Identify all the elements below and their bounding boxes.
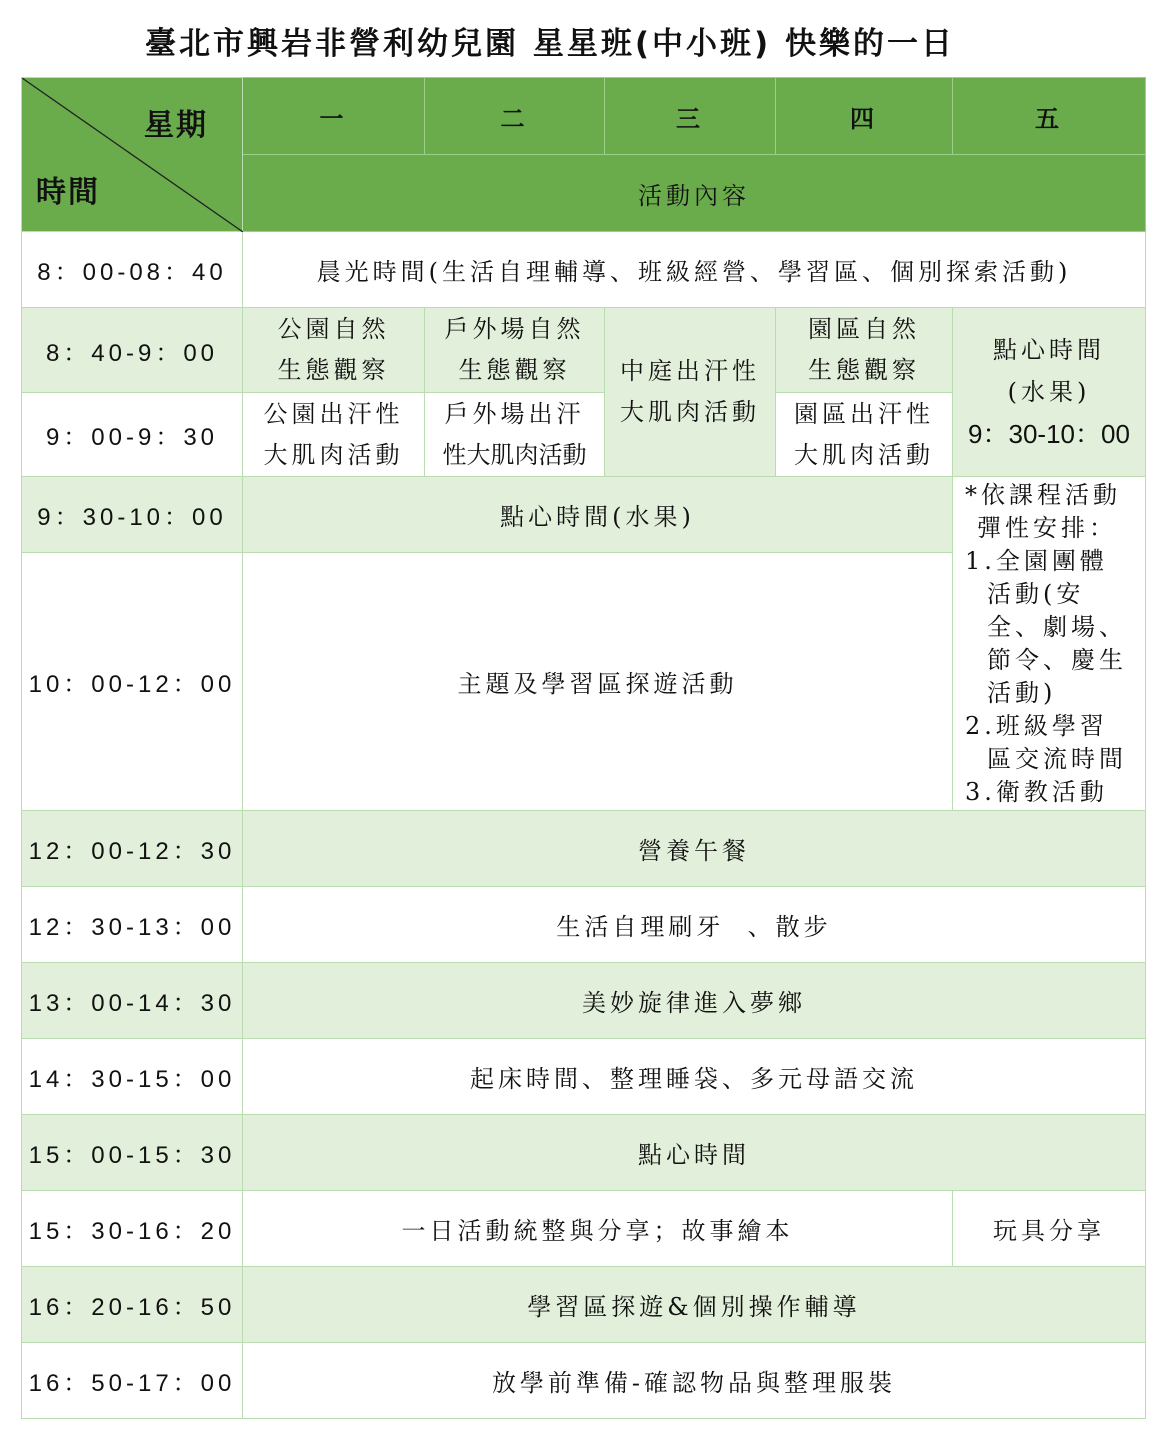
activity-cell: 學習區探遊&個別操作輔導 xyxy=(243,1267,1146,1343)
activity-cell: 營養午餐 xyxy=(243,811,1146,887)
cell-line: 戶外場自然 xyxy=(444,315,585,343)
day-header-fri: 五 xyxy=(953,78,1146,155)
activity-cell-tue xyxy=(425,393,605,477)
time-cell: 8：00-08：40 xyxy=(22,232,243,308)
time-cell: 8：40-9：00 xyxy=(22,308,243,393)
time-cell: 13：00-14：30 xyxy=(22,963,243,1039)
activity-cell: 點心時間 xyxy=(243,1115,1146,1191)
activity-cell-mon xyxy=(243,308,425,393)
note-line: 1.全園團體 xyxy=(965,547,1108,575)
schedule-table xyxy=(21,77,1146,1419)
cell-line: 生態觀察 xyxy=(808,356,920,384)
table-row xyxy=(22,308,1146,393)
note-line: 2.班級學習 xyxy=(965,712,1108,740)
activity-header: 活動內容 xyxy=(243,155,1146,232)
note-line: 活動(安 xyxy=(987,580,1085,608)
table-row xyxy=(22,1115,1146,1191)
cell-line: 公園出汗性 xyxy=(263,399,404,428)
day-header-tue: 二 xyxy=(425,78,605,155)
cell-line: 點心時間 xyxy=(993,336,1105,364)
cell-line: 公園自然 xyxy=(277,315,390,343)
flexible-arrangement-note xyxy=(953,477,1146,811)
table-row xyxy=(22,1191,1146,1267)
note-line: 節令、慶生 xyxy=(987,646,1127,674)
day-header-mon: 一 xyxy=(243,78,425,155)
cell-line: 大肌肉活動 xyxy=(620,398,760,426)
activity-cell-tue xyxy=(425,308,605,393)
header-corner-cell xyxy=(22,78,243,232)
activity-cell-wed xyxy=(605,308,776,477)
activity-cell: 放學前準備-確認物品與整理服裝 xyxy=(243,1343,1146,1419)
table-row xyxy=(22,1039,1146,1115)
note-line: 3.衛教活動 xyxy=(965,778,1108,806)
activity-cell: 晨光時間(生活自理輔導、班級經營、學習區、個別探索活動) xyxy=(243,232,1146,308)
activity-cell-mon xyxy=(243,393,425,477)
note-line: 彈性安排： xyxy=(977,514,1117,542)
cell-line: 園區出汗性 xyxy=(794,399,934,428)
time-cell: 15：30-16：20 xyxy=(22,1191,243,1267)
time-header-label: 時間 xyxy=(36,175,100,210)
cell-line: 大肌肉活動 xyxy=(794,440,934,469)
table-row xyxy=(22,887,1146,963)
time-cell: 9：00-9：30 xyxy=(22,393,243,477)
time-cell: 16：20-16：50 xyxy=(22,1267,243,1343)
weekday-header-label: 星期 xyxy=(144,108,208,143)
table-row xyxy=(22,811,1146,887)
table-row xyxy=(22,232,1146,308)
activity-cell-fri: 玩具分享 xyxy=(953,1191,1146,1267)
activity-cell: 一日活動統整與分享；故事繪本 xyxy=(243,1191,953,1267)
activity-cell-thu xyxy=(776,308,953,393)
activity-cell: 美妙旋律進入夢鄉 xyxy=(243,963,1146,1039)
note-line: 全、劇場、 xyxy=(987,613,1127,641)
cell-line: 大肌肉活動 xyxy=(263,440,404,469)
cell-line: 性大肌肉活動 xyxy=(442,440,587,469)
time-cell: 15：00-15：30 xyxy=(22,1115,243,1191)
time-cell: 10：00-12：00 xyxy=(22,553,243,811)
activity-cell: 點心時間(水果) xyxy=(243,477,953,553)
note-line: 活動) xyxy=(987,679,1057,707)
table-row xyxy=(22,963,1146,1039)
table-row xyxy=(22,1267,1146,1343)
time-cell: 14：30-15：00 xyxy=(22,1039,243,1115)
time-cell: 16：50-17：00 xyxy=(22,1343,243,1419)
day-header-thu: 四 xyxy=(776,78,953,155)
activity-cell: 生活自理刷牙 、散步 xyxy=(243,887,1146,963)
time-cell: 12：00-12：30 xyxy=(22,811,243,887)
page-title: 臺北市興岩非營利幼兒園 星星班(中小班) 快樂的一日 xyxy=(145,26,955,62)
time-cell: 12：30-13：00 xyxy=(22,887,243,963)
table-row xyxy=(22,477,1146,553)
activity-cell-fri xyxy=(953,308,1146,477)
cell-line: 生態觀察 xyxy=(277,356,390,384)
time-cell: 9：30-10：00 xyxy=(22,477,243,553)
activity-cell: 主題及學習區探遊活動 xyxy=(243,553,953,811)
cell-line: 園區自然 xyxy=(808,315,920,343)
note-line: *依課程活動 xyxy=(965,481,1121,509)
activity-cell: 起床時間、整理睡袋、多元母語交流 xyxy=(243,1039,1146,1115)
activity-cell-thu xyxy=(776,393,953,477)
cell-line: 中庭出汗性 xyxy=(620,357,760,385)
cell-line: (水果) xyxy=(1007,378,1091,406)
cell-line: 9：30-10：00 xyxy=(968,419,1130,449)
cell-line: 戶外場出汗 xyxy=(444,399,585,428)
day-header-wed: 三 xyxy=(605,78,776,155)
cell-line: 生態觀察 xyxy=(458,356,571,384)
table-row xyxy=(22,1343,1146,1419)
note-line: 區交流時間 xyxy=(987,745,1127,773)
